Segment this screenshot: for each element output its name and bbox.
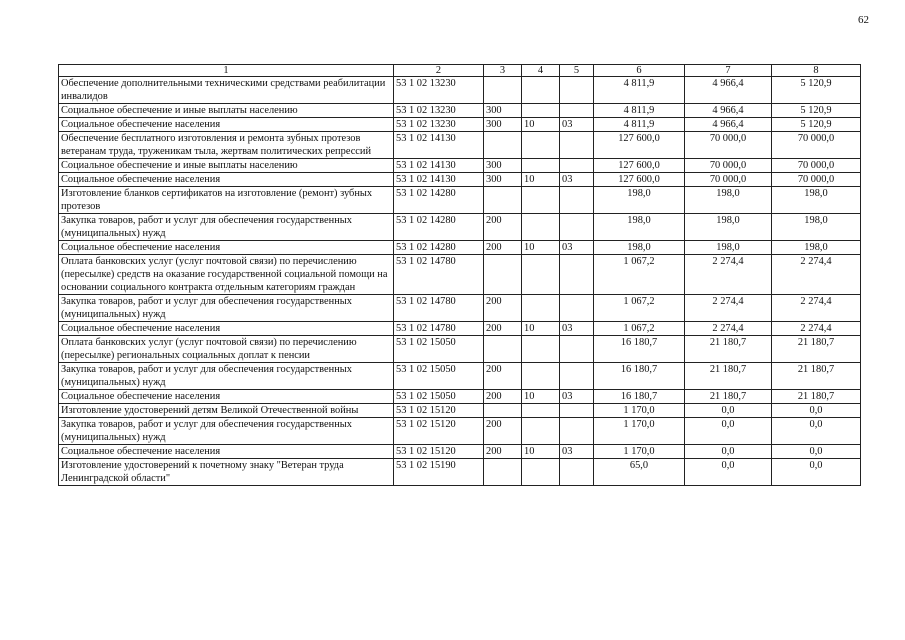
- expense-type-cell: 200: [484, 322, 522, 336]
- subsection-cell: 03: [560, 322, 594, 336]
- amount-year3-cell: 0,0: [772, 459, 861, 486]
- amount-year2-cell: 198,0: [685, 187, 772, 214]
- amount-year3-cell: 198,0: [772, 214, 861, 241]
- amount-year3-cell: 198,0: [772, 187, 861, 214]
- target-code-cell: 53 1 02 14280: [394, 241, 484, 255]
- amount-year3-cell: 21 180,7: [772, 336, 861, 363]
- amount-year2-cell: 198,0: [685, 241, 772, 255]
- subsection-cell: 03: [560, 445, 594, 459]
- expense-type-cell: 200: [484, 241, 522, 255]
- expense-type-cell: 200: [484, 363, 522, 390]
- amount-year1-cell: 1 170,0: [594, 445, 685, 459]
- amount-year3-cell: 5 120,9: [772, 77, 861, 104]
- table-row: [59, 77, 861, 104]
- amount-year2-cell: 2 274,4: [685, 255, 772, 295]
- item-name-cell: Изготовление удостоверений к почетному знаку "Ветеран труда Ленинградской области": [59, 459, 394, 486]
- subsection-cell: [560, 459, 594, 486]
- target-code-cell: 53 1 02 13230: [394, 77, 484, 104]
- amount-year2-cell: 4 966,4: [685, 77, 772, 104]
- section-cell: 10: [522, 390, 560, 404]
- amount-year1-cell: 1 067,2: [594, 322, 685, 336]
- amount-year1-cell: 65,0: [594, 459, 685, 486]
- amount-year1-cell: 16 180,7: [594, 390, 685, 404]
- amount-year3-cell: 0,0: [772, 404, 861, 418]
- amount-year2-cell: 0,0: [685, 459, 772, 486]
- column-header: 5: [560, 65, 594, 77]
- amount-year1-cell: 1 067,2: [594, 295, 685, 322]
- column-header: 1: [59, 65, 394, 77]
- target-code-cell: 53 1 02 15050: [394, 390, 484, 404]
- item-name-cell: Социальное обеспечение населения: [59, 173, 394, 187]
- target-code-cell: 53 1 02 15120: [394, 445, 484, 459]
- item-name-cell: Закупка товаров, работ и услуг для обеспечения государственных (муниципальных) нужд: [59, 363, 394, 390]
- table-row: [59, 187, 861, 214]
- column-header: 7: [685, 65, 772, 77]
- section-cell: [522, 418, 560, 445]
- subsection-cell: [560, 159, 594, 173]
- amount-year1-cell: 127 600,0: [594, 159, 685, 173]
- subsection-cell: [560, 363, 594, 390]
- section-cell: 10: [522, 118, 560, 132]
- amount-year2-cell: 4 966,4: [685, 104, 772, 118]
- target-code-cell: 53 1 02 14780: [394, 295, 484, 322]
- item-name-cell: Оплата банковских услуг (услуг почтовой связи) по перечислению (пересылке) региональных социальных доплат к пенсии: [59, 336, 394, 363]
- amount-year3-cell: 2 274,4: [772, 322, 861, 336]
- table-row: [59, 241, 861, 255]
- budget-table: [58, 64, 861, 486]
- subsection-cell: 03: [560, 118, 594, 132]
- expense-type-cell: 200: [484, 445, 522, 459]
- expense-type-cell: [484, 255, 522, 295]
- table-row: [59, 363, 861, 390]
- column-header: 8: [772, 65, 861, 77]
- target-code-cell: 53 1 02 14130: [394, 132, 484, 159]
- item-name-cell: Изготовление бланков сертификатов на изготовление (ремонт) зубных протезов: [59, 187, 394, 214]
- subsection-cell: [560, 77, 594, 104]
- expense-type-cell: 200: [484, 295, 522, 322]
- amount-year1-cell: 4 811,9: [594, 118, 685, 132]
- item-name-cell: Социальное обеспечение и иные выплаты населению: [59, 104, 394, 118]
- section-cell: [522, 255, 560, 295]
- amount-year1-cell: 127 600,0: [594, 173, 685, 187]
- subsection-cell: [560, 418, 594, 445]
- item-name-cell: Оплата банковских услуг (услуг почтовой связи) по перечислению (пересылке) средств на оказание государственной социальной помощи на основании социального контракта отдельным категориям граждан: [59, 255, 394, 295]
- amount-year3-cell: 5 120,9: [772, 118, 861, 132]
- amount-year3-cell: 70 000,0: [772, 132, 861, 159]
- section-cell: [522, 132, 560, 159]
- section-cell: 10: [522, 173, 560, 187]
- table-row: [59, 104, 861, 118]
- subsection-cell: [560, 404, 594, 418]
- amount-year2-cell: 70 000,0: [685, 173, 772, 187]
- amount-year3-cell: 21 180,7: [772, 390, 861, 404]
- subsection-cell: [560, 295, 594, 322]
- subsection-cell: [560, 336, 594, 363]
- expense-type-cell: 300: [484, 118, 522, 132]
- table-row: [59, 255, 861, 295]
- item-name-cell: Обеспечение дополнительными техническими средствами реабилитации инвалидов: [59, 77, 394, 104]
- amount-year3-cell: 5 120,9: [772, 104, 861, 118]
- target-code-cell: 53 1 02 15120: [394, 404, 484, 418]
- item-name-cell: Социальное обеспечение населения: [59, 118, 394, 132]
- amount-year2-cell: 198,0: [685, 214, 772, 241]
- item-name-cell: Социальное обеспечение населения: [59, 445, 394, 459]
- expense-type-cell: [484, 459, 522, 486]
- expense-type-cell: [484, 187, 522, 214]
- page-number: 62: [858, 14, 869, 26]
- table-row: [59, 336, 861, 363]
- table-row: [59, 118, 861, 132]
- amount-year3-cell: 0,0: [772, 418, 861, 445]
- expense-type-cell: 200: [484, 418, 522, 445]
- amount-year2-cell: 21 180,7: [685, 336, 772, 363]
- amount-year2-cell: 2 274,4: [685, 295, 772, 322]
- target-code-cell: 53 1 02 14280: [394, 187, 484, 214]
- expense-type-cell: 200: [484, 214, 522, 241]
- amount-year3-cell: 198,0: [772, 241, 861, 255]
- amount-year1-cell: 16 180,7: [594, 336, 685, 363]
- amount-year1-cell: 1 170,0: [594, 404, 685, 418]
- target-code-cell: 53 1 02 15050: [394, 363, 484, 390]
- amount-year2-cell: 70 000,0: [685, 132, 772, 159]
- amount-year1-cell: 16 180,7: [594, 363, 685, 390]
- subsection-cell: 03: [560, 241, 594, 255]
- amount-year3-cell: 21 180,7: [772, 363, 861, 390]
- expense-type-cell: 300: [484, 104, 522, 118]
- column-header: 4: [522, 65, 560, 77]
- section-cell: [522, 404, 560, 418]
- section-cell: [522, 77, 560, 104]
- item-name-cell: Закупка товаров, работ и услуг для обеспечения государственных (муниципальных) нужд: [59, 214, 394, 241]
- expense-type-cell: [484, 404, 522, 418]
- subsection-cell: [560, 187, 594, 214]
- amount-year1-cell: 1 067,2: [594, 255, 685, 295]
- expense-type-cell: [484, 336, 522, 363]
- table-row: [59, 404, 861, 418]
- table-row: [59, 214, 861, 241]
- amount-year3-cell: 70 000,0: [772, 159, 861, 173]
- target-code-cell: 53 1 02 15190: [394, 459, 484, 486]
- table-row: [59, 173, 861, 187]
- amount-year2-cell: 0,0: [685, 418, 772, 445]
- subsection-cell: [560, 214, 594, 241]
- target-code-cell: 53 1 02 14130: [394, 173, 484, 187]
- amount-year1-cell: 1 170,0: [594, 418, 685, 445]
- subsection-cell: 03: [560, 390, 594, 404]
- section-cell: [522, 214, 560, 241]
- column-header: 3: [484, 65, 522, 77]
- table-row: [59, 132, 861, 159]
- target-code-cell: 53 1 02 15120: [394, 418, 484, 445]
- table-row: [59, 159, 861, 173]
- target-code-cell: 53 1 02 15050: [394, 336, 484, 363]
- amount-year3-cell: 70 000,0: [772, 173, 861, 187]
- amount-year2-cell: 0,0: [685, 404, 772, 418]
- item-name-cell: Закупка товаров, работ и услуг для обеспечения государственных (муниципальных) нужд: [59, 295, 394, 322]
- amount-year1-cell: 198,0: [594, 214, 685, 241]
- item-name-cell: Изготовление удостоверений детям Великой Отечественной войны: [59, 404, 394, 418]
- table-row: [59, 295, 861, 322]
- table-row: [59, 459, 861, 486]
- amount-year1-cell: 198,0: [594, 241, 685, 255]
- item-name-cell: Обеспечение бесплатного изготовления и ремонта зубных протезов ветеранам труда, труженикам тыла, жертвам политических репрессий: [59, 132, 394, 159]
- column-header: 6: [594, 65, 685, 77]
- amount-year3-cell: 2 274,4: [772, 295, 861, 322]
- subsection-cell: 03: [560, 173, 594, 187]
- amount-year2-cell: 0,0: [685, 445, 772, 459]
- amount-year1-cell: 127 600,0: [594, 132, 685, 159]
- amount-year2-cell: 21 180,7: [685, 390, 772, 404]
- expense-type-cell: [484, 77, 522, 104]
- amount-year2-cell: 2 274,4: [685, 322, 772, 336]
- target-code-cell: 53 1 02 14780: [394, 322, 484, 336]
- target-code-cell: 53 1 02 14130: [394, 159, 484, 173]
- section-cell: [522, 363, 560, 390]
- header-row: [59, 65, 861, 77]
- section-cell: 10: [522, 241, 560, 255]
- target-code-cell: 53 1 02 14280: [394, 214, 484, 241]
- amount-year1-cell: 4 811,9: [594, 104, 685, 118]
- section-cell: [522, 336, 560, 363]
- target-code-cell: 53 1 02 13230: [394, 118, 484, 132]
- expense-type-cell: 300: [484, 173, 522, 187]
- item-name-cell: Социальное обеспечение и иные выплаты населению: [59, 159, 394, 173]
- target-code-cell: 53 1 02 13230: [394, 104, 484, 118]
- section-cell: [522, 459, 560, 486]
- table-row: [59, 445, 861, 459]
- amount-year2-cell: 21 180,7: [685, 363, 772, 390]
- subsection-cell: [560, 255, 594, 295]
- expense-type-cell: 200: [484, 390, 522, 404]
- amount-year1-cell: 4 811,9: [594, 77, 685, 104]
- expense-type-cell: [484, 132, 522, 159]
- expense-type-cell: 300: [484, 159, 522, 173]
- subsection-cell: [560, 132, 594, 159]
- column-header: 2: [394, 65, 484, 77]
- section-cell: [522, 187, 560, 214]
- table-row: [59, 322, 861, 336]
- section-cell: [522, 104, 560, 118]
- item-name-cell: Социальное обеспечение населения: [59, 322, 394, 336]
- item-name-cell: Социальное обеспечение населения: [59, 390, 394, 404]
- amount-year3-cell: 2 274,4: [772, 255, 861, 295]
- amount-year2-cell: 4 966,4: [685, 118, 772, 132]
- item-name-cell: Социальное обеспечение населения: [59, 241, 394, 255]
- amount-year3-cell: 0,0: [772, 445, 861, 459]
- section-cell: 10: [522, 445, 560, 459]
- subsection-cell: [560, 104, 594, 118]
- section-cell: [522, 159, 560, 173]
- item-name-cell: Закупка товаров, работ и услуг для обеспечения государственных (муниципальных) нужд: [59, 418, 394, 445]
- section-cell: [522, 295, 560, 322]
- table-row: [59, 418, 861, 445]
- target-code-cell: 53 1 02 14780: [394, 255, 484, 295]
- section-cell: 10: [522, 322, 560, 336]
- table-row: [59, 390, 861, 404]
- amount-year1-cell: 198,0: [594, 187, 685, 214]
- amount-year2-cell: 70 000,0: [685, 159, 772, 173]
